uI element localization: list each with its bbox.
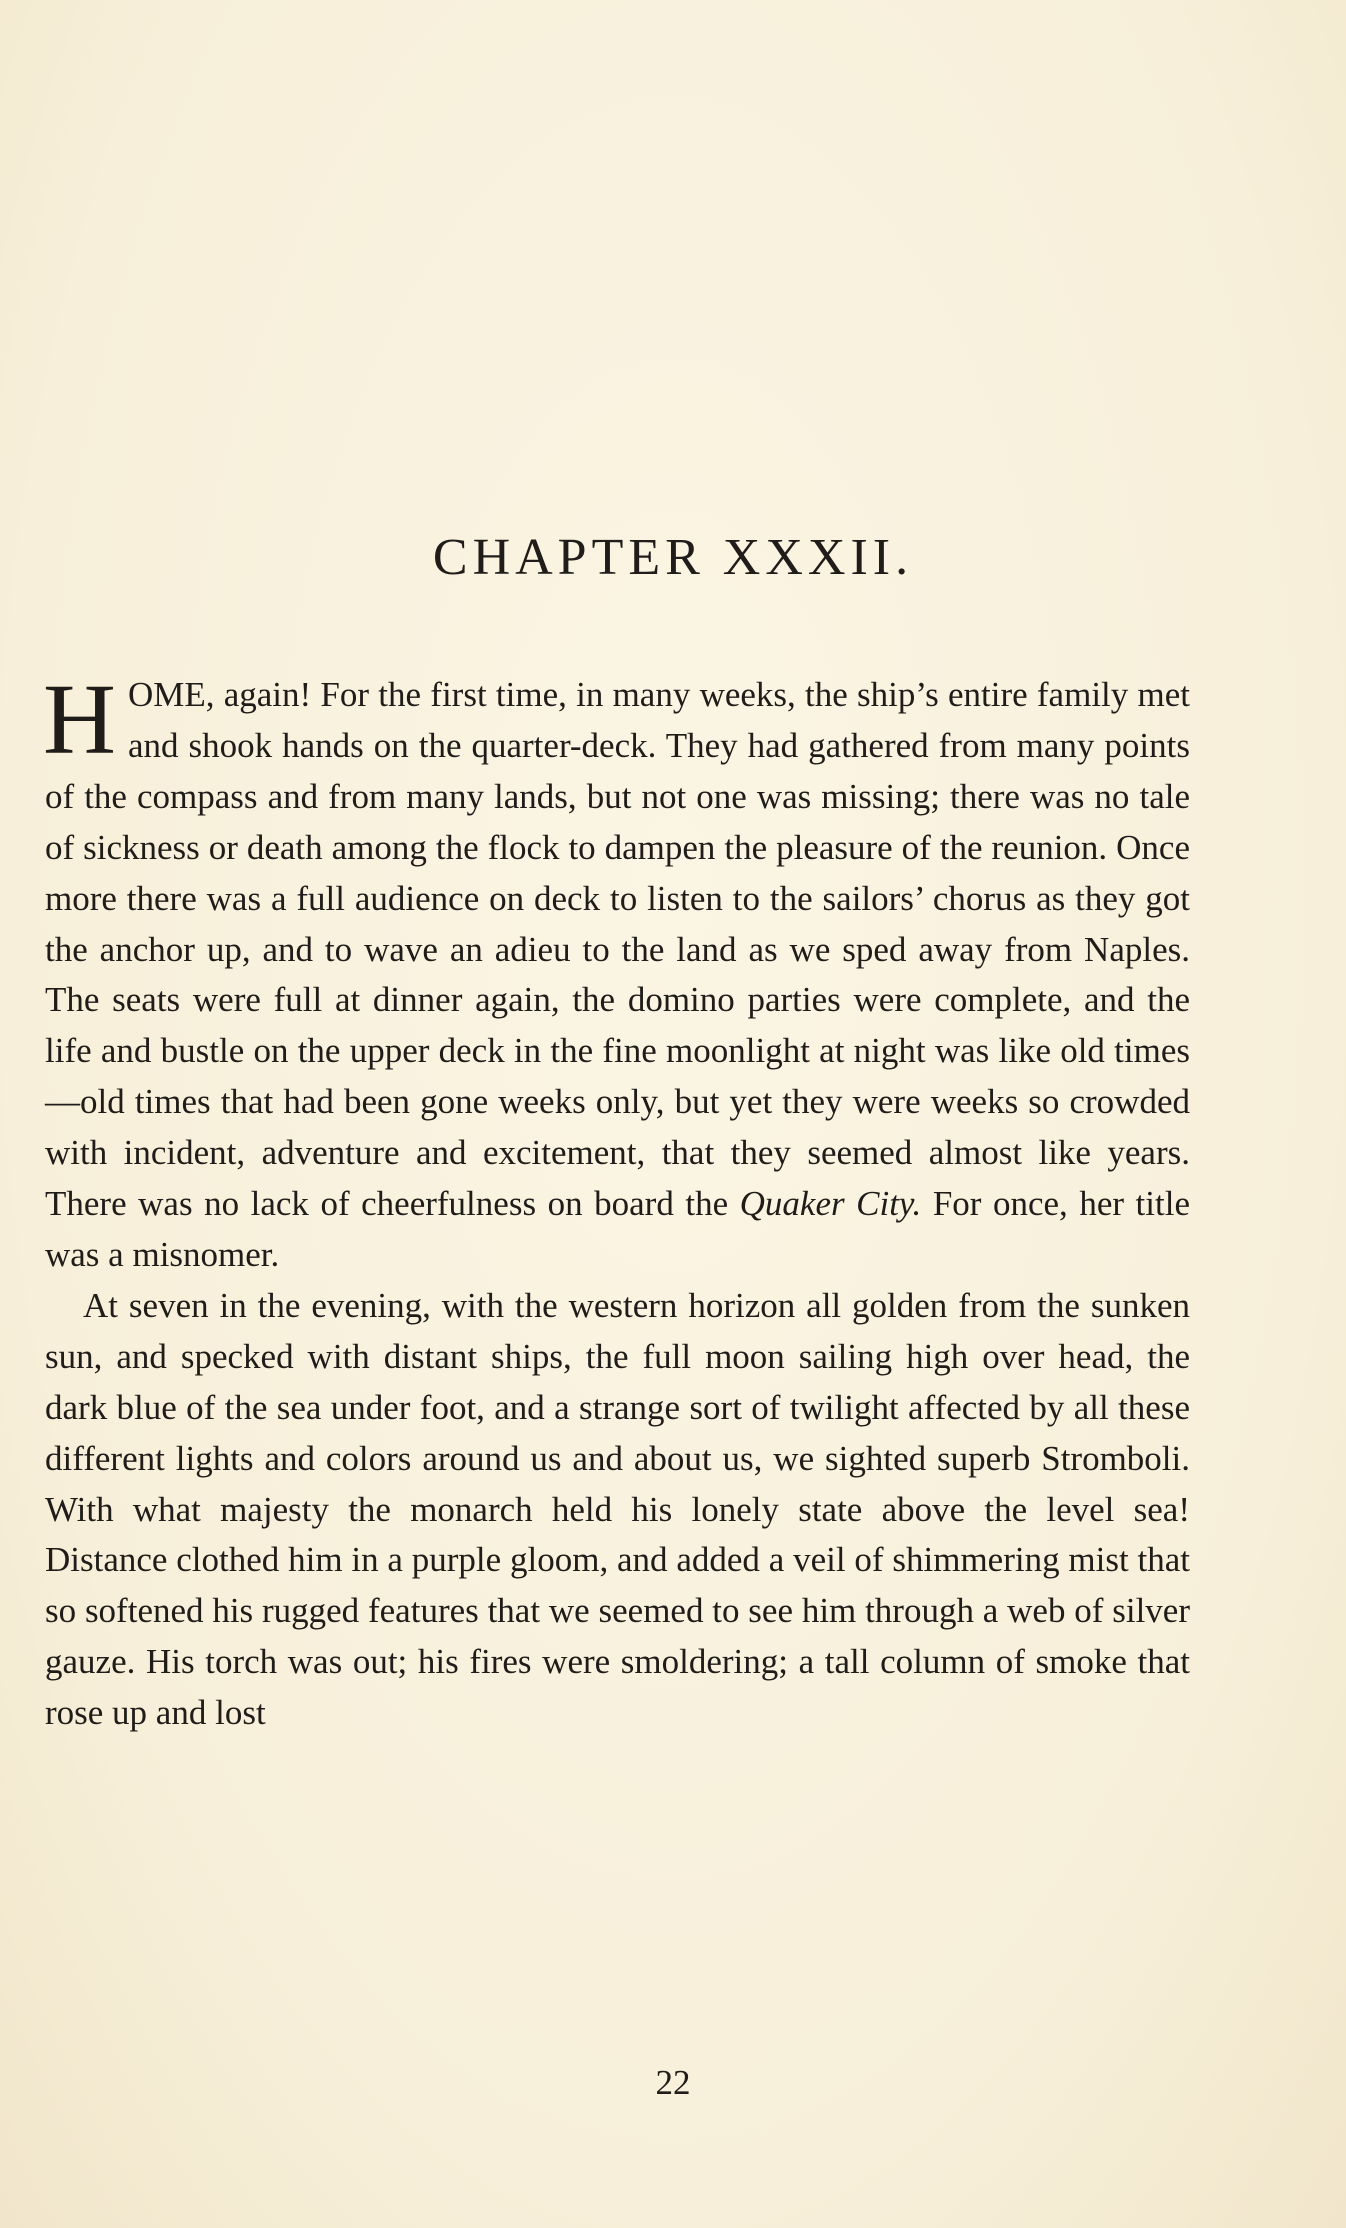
page-number: 22 bbox=[655, 2063, 691, 2102]
paragraph-text: For once, her title was a misnomer. bbox=[45, 1184, 1190, 1274]
paragraph-text: OME, again! For the first time, in many weeks, the ship’s entire family met and shook hands on the quarter-deck. They had gathered from many points of the compass and from many lands, but not one was missing; there was no tale of sickness or death among the flock to dampen the pleasure of the reunion. Once more there was a full audience on deck to listen to the sailors’ chorus as they got the anchor up, and to wave an adieu to the land as we sped away from Naples. The seats were full at dinner again, the domino parties were complete, and the life and bustle on the upper deck in the fine moonlight at night was like old times—old times that had been gone weeks only, but yet they were weeks so crowded with incident, adventure and excitement, that they seemed almost like years. There was no lack of cheerfulness on board the bbox=[45, 675, 1190, 1224]
ship-name: Quaker City. bbox=[739, 1184, 922, 1224]
paragraph: At seven in the evening, with the western horizon all golden from the sunken sun, and specked with distant ships, the full moon sailing high over head, the dark blue of the sea under foot, and a strange sort of twilight affected by all these different lights and colors around us and about us, we sighted superb Stromboli. With what majesty the monarch held his lonely state above the level sea! Distance clothed him in a purple gloom, and added a veil of shimmering mist that so softened his rugged features that we seemed to see him through a web of silver gauze. His torch was out; his fires were smoldering; a tall column of smoke that rose up and lost bbox=[45, 1285, 1190, 1733]
paragraph bbox=[43, 663, 1190, 1281]
drop-cap: H bbox=[43, 663, 116, 775]
chapter-title: CHAPTER XXXII. bbox=[432, 529, 914, 586]
body-text bbox=[43, 663, 1190, 1739]
